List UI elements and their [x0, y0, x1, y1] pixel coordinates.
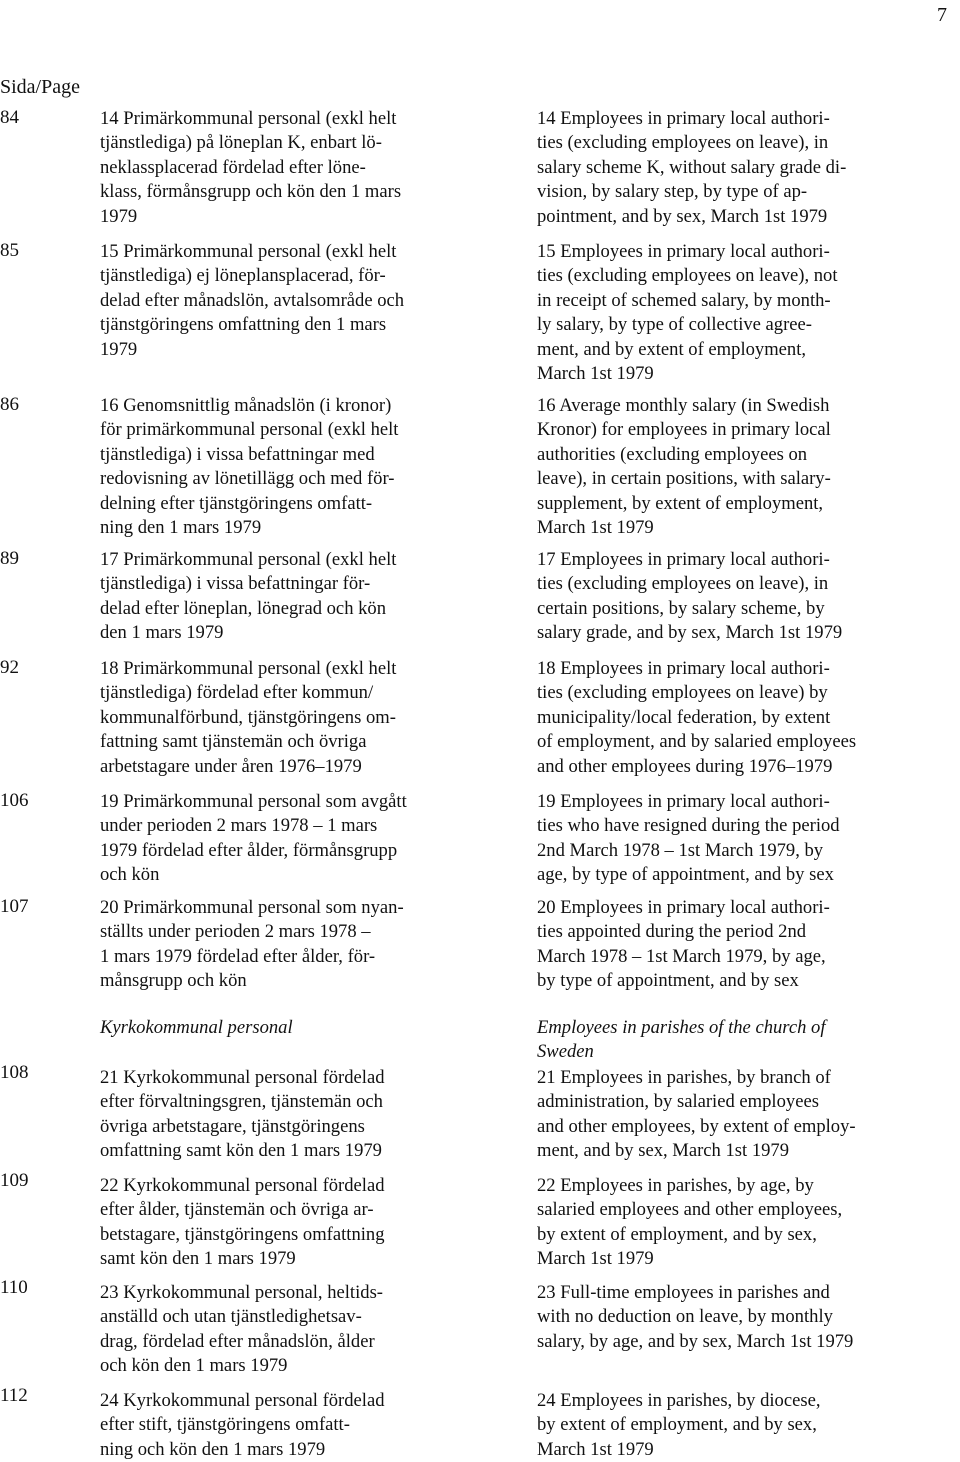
entry-swedish-title [100, 896, 520, 994]
text-line: 1979 fördelad efter ålder, förmånsgrupp [100, 839, 398, 861]
text-line: tjänstgöringens omfattning den 1 mars [100, 314, 387, 336]
text-line: tjänstlediga) i vissa befattningar för- [100, 573, 371, 595]
entry-english-title [537, 548, 960, 646]
text-line: 16 Genomsnittlig månadslön (i kronor) [100, 395, 392, 416]
text-line: för primärkommunal personal (exkl helt [100, 419, 399, 441]
entry-english-title [537, 657, 960, 779]
text-line: ment, and by sex, March 1st 1979 [537, 1140, 790, 1162]
text-line: under perioden 2 mars 1978 – 1 mars [100, 815, 378, 837]
text-line: municipality/local federation, by extent [537, 706, 831, 728]
entry-swedish-title [100, 1281, 520, 1379]
text-line: leave), in certain positions, with salary- [537, 468, 831, 490]
entry-page-number: 108 [0, 1062, 29, 1083]
entry-swedish-title [100, 657, 520, 779]
text-line: 14 Employees in primary local authori- [537, 108, 830, 129]
text-line: och kön den 1 mars 1979 [100, 1355, 288, 1377]
text-line: delad efter löneplan, lönegrad och kön [100, 597, 387, 619]
text-line: fattning samt tjänstemän och övriga [100, 731, 367, 753]
text-line: Kyrkokommunal personal [100, 1017, 293, 1038]
text-line: 20 Employees in primary local authori- [537, 897, 830, 918]
entry-swedish-title [100, 1389, 520, 1462]
text-line: March 1st 1979 [537, 1438, 654, 1460]
entry-english-title [537, 107, 960, 229]
column-header: Sida/Page [0, 76, 80, 98]
text-line: in receipt of schemed salary, by month- [537, 289, 831, 311]
entry-swedish-title [100, 1174, 520, 1272]
text-line: 18 Primärkommunal personal (exkl helt [100, 658, 397, 679]
entry-english-title [537, 1066, 960, 1164]
text-line: and other employees during 1976–1979 [537, 755, 833, 777]
text-line: ment, and by extent of employment, [537, 338, 807, 360]
text-line: 24 Employees in parishes, by diocese, [537, 1390, 821, 1411]
text-line: 23 Full-time employees in parishes and [537, 1282, 830, 1303]
text-line: delning efter tjänstgöringens omfatt- [100, 492, 373, 514]
text-line: ning och kön den 1 mars 1979 [100, 1438, 326, 1460]
entry-swedish-title [100, 394, 520, 540]
entry-swedish-title [100, 1066, 520, 1164]
entry-page-number: 86 [0, 394, 19, 415]
text-line: 20 Primärkommunal personal som nyan- [100, 897, 404, 918]
text-line: ties (excluding employees on leave), not [537, 265, 838, 287]
text-line: Sweden [537, 1041, 594, 1063]
text-line: with no deduction on leave, by monthly [537, 1306, 833, 1328]
text-line: tjänstlediga) ej löneplansplacerad, för- [100, 265, 386, 287]
text-line: salary grade, and by sex, March 1st 1979 [537, 622, 843, 644]
text-line: 1 mars 1979 fördelad efter ålder, för- [100, 945, 376, 967]
text-line: Employees in parishes of the church of [537, 1017, 826, 1038]
text-line: ties (excluding employees on leave), in [537, 132, 829, 154]
entry-page-number: 109 [0, 1170, 29, 1191]
entry-page-number: 89 [0, 548, 19, 569]
text-line: 21 Kyrkokommunal personal fördelad [100, 1067, 385, 1088]
text-line: authorities (excluding employees on [537, 443, 808, 465]
text-line: 1979 [100, 205, 138, 227]
entry-page-number: 84 [0, 107, 19, 128]
text-line: 22 Employees in parishes, by age, by [537, 1175, 814, 1196]
text-line: 14 Primärkommunal personal (exkl helt [100, 108, 397, 129]
text-line: of employment, and by salaried employees [537, 731, 857, 753]
text-line: neklassplacerad fördelad efter löne- [100, 156, 366, 178]
text-line: 19 Employees in primary local authori- [537, 791, 830, 812]
text-line: ly salary, by type of collective agree- [537, 314, 812, 336]
text-line: 2nd March 1978 – 1st March 1979, by [537, 839, 824, 861]
entry-swedish-title [100, 107, 520, 229]
entry-english-title [537, 1174, 960, 1272]
text-line: 15 Primärkommunal personal (exkl helt [100, 241, 397, 262]
text-line: klass, förmånsgrupp och kön den 1 mars [100, 181, 402, 203]
text-line: tjänstlediga) fördelad efter kommun/ [100, 682, 374, 704]
entry-swedish-title [100, 790, 520, 888]
text-line: den 1 mars 1979 [100, 622, 224, 644]
text-line: övriga arbetstagare, tjänstgöringens [100, 1115, 365, 1137]
text-line: supplement, by extent of employment, [537, 492, 824, 514]
entry-english-title [537, 1389, 960, 1462]
text-line: delad efter månadslön, avtalsområde och [100, 289, 405, 311]
text-line: efter förvaltningsgren, tjänstemän och [100, 1091, 383, 1113]
entry-page-number: 107 [0, 896, 29, 917]
text-line: ties appointed during the period 2nd [537, 921, 807, 943]
text-line: 22 Kyrkokommunal personal fördelad [100, 1175, 385, 1196]
text-line: ning den 1 mars 1979 [100, 517, 262, 539]
text-line: betstagare, tjänstgöringens omfattning [100, 1223, 385, 1245]
section-heading-english [537, 1016, 960, 1065]
text-line: by extent of employment, and by sex, [537, 1414, 817, 1436]
text-line: tjänstlediga) i vissa befattningar med [100, 443, 375, 465]
entry-page-number: 110 [0, 1277, 28, 1298]
text-line: March 1st 1979 [537, 363, 654, 385]
text-line: arbetstagare under åren 1976–1979 [100, 755, 362, 777]
text-line: 21 Employees in parishes, by branch of [537, 1067, 831, 1088]
text-line: 17 Primärkommunal personal (exkl helt [100, 549, 397, 570]
text-line: omfattning samt kön den 1 mars 1979 [100, 1140, 382, 1162]
entry-page-number: 85 [0, 240, 19, 261]
text-line: tjänstlediga) på löneplan K, enbart lö- [100, 132, 382, 154]
entry-page-number: 112 [0, 1385, 28, 1406]
text-line: 24 Kyrkokommunal personal fördelad [100, 1390, 385, 1411]
entry-page-number: 92 [0, 657, 19, 678]
section-heading-swedish [100, 1016, 520, 1040]
entry-english-title [537, 1281, 960, 1354]
text-line: drag, fördelad efter månadslön, ålder [100, 1330, 375, 1352]
entry-english-title [537, 790, 960, 888]
text-line: efter stift, tjänstgöringens omfatt- [100, 1414, 350, 1436]
text-line: redovisning av lönetillägg och med för- [100, 468, 395, 490]
text-line: 23 Kyrkokommunal personal, heltids- [100, 1282, 383, 1303]
page-number: 7 [937, 4, 947, 26]
text-line: 17 Employees in primary local authori- [537, 549, 830, 570]
entry-english-title [537, 896, 960, 994]
text-line: vision, by salary step, by type of ap- [537, 181, 808, 203]
text-line: salary scheme K, without salary grade di- [537, 156, 847, 178]
text-line: March 1978 – 1st March 1979, by age, [537, 945, 826, 967]
entry-swedish-title [100, 240, 520, 362]
text-line: ties (excluding employees on leave) by [537, 682, 828, 704]
text-line: månsgrupp och kön [100, 970, 247, 992]
text-line: age, by type of appointment, and by sex [537, 864, 834, 886]
text-line: salaried employees and other employees, [537, 1199, 843, 1221]
text-line: and other employees, by extent of employ- [537, 1115, 856, 1137]
text-line: Kronor) for employees in primary local [537, 419, 831, 441]
text-line: anställd och utan tjänstledighetsav- [100, 1306, 362, 1328]
text-line: 16 Average monthly salary (in Swedish [537, 395, 830, 416]
text-line: administration, by salaried employees [537, 1091, 819, 1113]
entry-page-number: 106 [0, 790, 29, 811]
text-line: 1979 [100, 338, 138, 360]
text-line: 15 Employees in primary local authori- [537, 241, 830, 262]
text-line: ställts under perioden 2 mars 1978 – [100, 921, 371, 943]
text-line: salary, by age, and by sex, March 1st 1979 [537, 1330, 854, 1352]
text-line: pointment, and by sex, March 1st 1979 [537, 205, 828, 227]
text-line: 19 Primärkommunal personal som avgått [100, 791, 407, 812]
text-line: March 1st 1979 [537, 517, 654, 539]
text-line: samt kön den 1 mars 1979 [100, 1248, 296, 1270]
entry-swedish-title [100, 548, 520, 646]
text-line: 18 Employees in primary local authori- [537, 658, 830, 679]
entry-english-title [537, 240, 960, 386]
text-line: ties who have resigned during the period [537, 815, 840, 837]
text-line: March 1st 1979 [537, 1248, 654, 1270]
text-line: ties (excluding employees on leave), in [537, 573, 829, 595]
text-line: by type of appointment, and by sex [537, 970, 799, 992]
text-line: efter ålder, tjänstemän och övriga ar- [100, 1199, 374, 1221]
text-line: certain positions, by salary scheme, by [537, 597, 825, 619]
text-line: och kön [100, 864, 160, 886]
text-line: kommunalförbund, tjänstgöringens om- [100, 706, 396, 728]
text-line: by extent of employment, and by sex, [537, 1223, 817, 1245]
entry-english-title [537, 394, 960, 540]
